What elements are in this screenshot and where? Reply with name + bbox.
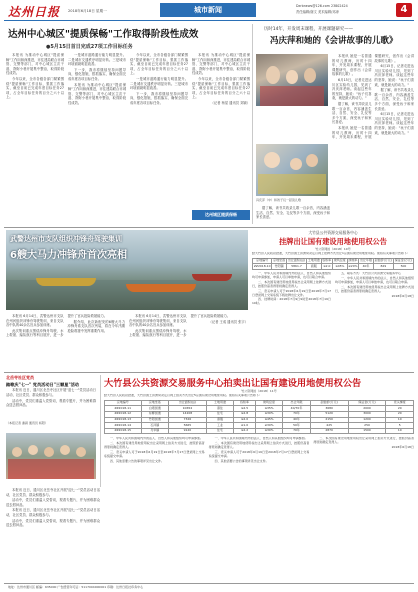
side-kicker: 北岳寺社区党员 [6, 375, 34, 380]
lead-story [6, 26, 250, 222]
table-cell: 70年 [283, 428, 310, 434]
side-paragraph: 活动中，党员们重温入党誓词，观看专题片，并为困难群众送去慰问品。 [6, 498, 100, 507]
feature-paragraph: 6月15日，记者走进达川区实验幼儿园，见到了冯庆萍老师。谈起这些年的坚持，她说："孩子们喜欢，就是最大的动力。" [374, 64, 414, 87]
table-row [105, 428, 414, 434]
table-cell: 3680 [310, 406, 348, 412]
table-header: 建筑密度 [255, 400, 282, 406]
feature-photo [256, 54, 328, 106]
table-cell: 14208 [168, 411, 206, 417]
section-banner [160, 3, 256, 17]
side-body-lower [6, 488, 100, 580]
notice1-item: 一、中华人民共和国境内外的法人、自然人和其他组织均可申请参加，申请人可以单独申请，也可以联合申请。 [335, 275, 414, 284]
notice1-headline: 挂牌出让国有建设用地使用权公告 [279, 237, 387, 246]
lead-byline: （记者 杨星 通讯员 刘颖） [210, 100, 250, 105]
boat-paragraph: 此次集训重点围绕冲锋舟驾驶、水上救援、编队航行等科目展开，进一步提升了官兵抢险救援能力。 [129, 314, 231, 338]
table-row [253, 264, 414, 270]
table-header: 出让年限 [359, 258, 372, 263]
table-cell: 竹阳镇 [272, 264, 287, 270]
boat-body [6, 314, 248, 368]
feature-paragraph: 6月15日，记者走进达川区实验幼儿园，见到了冯庆萍老师。谈起这些年的坚持，她说："孩子们喜欢，就是最大的动力。" [374, 112, 414, 135]
table-cell: 3000 [348, 411, 386, 417]
table-header: 出让面积(㎡) [168, 400, 206, 406]
feature-paragraph: 据了解，该书共收录儿歌一百余首，内容涵盖生活、自然、安全、礼仪等多个方面，深受孩子和家长喜爱。 [256, 206, 330, 220]
table-cell: 40年 [359, 264, 374, 270]
masthead [0, 0, 418, 22]
notice1-item: 二、本次国有建设用地使用权出让采用网上挂牌方式进行，按照价高者得原则确定竞得人。 [335, 284, 414, 293]
notice1-item: 二、本次国有建设用地使用权出让采用网上挂牌方式进行，按照价高者得原则确定竞得人。 [252, 279, 331, 288]
table-header: 建筑密度 [333, 258, 346, 263]
table-cell: 70年 [283, 411, 310, 417]
side-byline: （本报记者 谢颖 通讯员 杨阳） [6, 421, 48, 425]
lead-paragraph: 下一步，我市将继续坚持问题导向，强化措施，狠抓落实，确保全面完成年度各项目标任务。 [68, 67, 126, 81]
table-cell: 2000 [348, 406, 386, 412]
table-cell: 2870 [310, 428, 348, 434]
notice2-item: 二、本次国有建设用地使用权出让采用网上拍卖方式进行，按照价高者得原则确定竞得人。 [313, 437, 414, 445]
lead-paragraph: 下一步，我市将继续坚持问题导向，强化措施，狠抓落实，确保全面完成年度各项目标任务。 [130, 91, 188, 105]
lead-footer-tag-text: 达州城区提质保畅 [205, 212, 237, 217]
table-cell: 829 [373, 264, 393, 270]
section-title: 城市新闻 [194, 6, 222, 14]
table-cell: 商住 [206, 406, 233, 412]
table-header: 宗地编号 [105, 400, 142, 406]
table-cell: ≤2.0 [234, 417, 256, 423]
footer-line: 地址：达州市通川区 邮编：635000 广告经营许可证：5117004000001 印刷：达州日报社印务中心 [8, 585, 144, 589]
table-cell: 月华镇 [141, 428, 168, 434]
feature-paragraph: 本报讯 她是一名普通的幼儿教师，历时十四年，开发周末课程，开展课题研究，创作出《会讲故事的儿歌》。 [332, 54, 414, 140]
notice1-item: 一、中华人民共和国境内外的法人、自然人和其他组织均可申请参加，申请人可以单独申请，也可以联合申请。 [252, 271, 331, 279]
notice2-headline: 大竹县公共资源交易服务中心拍卖出让国有建设用地使用权公告 [104, 378, 362, 389]
table-cell: ZZ2018-15 [105, 428, 142, 434]
page-number-badge [396, 3, 412, 17]
notice1-date: 2018年6月18日 [391, 293, 414, 298]
table-cell: 5 [386, 423, 414, 429]
feature-body-lower [256, 206, 330, 222]
feature-photo-caption: 冯庆萍（中）和孩子们一起读儿歌 [256, 198, 302, 202]
table-cell: 竹阳街道 [141, 417, 168, 423]
table-header: 宗地编号 [253, 258, 272, 264]
side-photo [6, 433, 96, 479]
table-header: 竞买梯度 [386, 400, 414, 406]
table-cell: 商服 [307, 264, 322, 270]
boat-byline: （记者 王成 通讯员 张宇） [208, 319, 248, 324]
notice2-item: 二、本次国有建设用地使用权出让采用网上拍卖方式进行，按照价高者得原则确定竞得人。 [208, 441, 310, 450]
table-cell: 20 [386, 406, 414, 412]
notice2-item: 三、竞买申请人可于2018年6月19日至2018年7月17日登录网上交易系统提交申请。 [104, 450, 205, 458]
boat-paragraph: 据介绍，此次新配发的6艘大马力冲锋舟系支队首次列装，将在今年汛期抢险救援中发挥重要作用。 [67, 319, 125, 333]
table-cell: 5120 [310, 411, 348, 417]
feature-paragraph: 据了解，该书共收录儿歌一百余首，内容涵盖生活、自然、安全、礼仪等多个方面，深受孩子和家长喜爱。 [332, 101, 372, 125]
boat-story [6, 230, 248, 368]
notice1-intro: 经大竹县人民政府批准，大竹县国土资源局决定以网上挂牌方式出让1宗国有建设用地使用权。现将有关事项公告如下： [252, 252, 410, 255]
table-cell: ≥30% [255, 423, 282, 429]
lead-paragraph: 一是城市道路通行能力明显提升。二是城市交通秩序明显好转。三是城市环境面貌明显改善。 [130, 76, 188, 91]
feature-kicker: 历时14年，开发周末课程，开展课题研究—— [264, 27, 354, 32]
table-header: 容积率 [322, 258, 332, 263]
table-cell: 白塔街道 [141, 406, 168, 412]
table-cell: 商服 [206, 417, 233, 423]
notice2-item: 四、其他需要公告的事项详见出让文件。 [110, 458, 165, 463]
table-cell: 2150 [310, 417, 348, 423]
notice2-table [104, 400, 414, 435]
boat-paragraph: 本报讯 6月14日，武警达州市支队在州河组织冲锋舟驾驶集训，来自支队各中队的40余名官兵参加训练。 [129, 314, 187, 328]
table-header: 宗地坐落 [273, 258, 286, 263]
editor-line: 责任编辑/谢文 美术编辑/邓涛 [296, 10, 339, 14]
notice2-intro: 经大竹县人民政府批准，大竹县国土资源局决定以网上拍卖方式出让5宗国有建设用地使用权。现将有关事项公告如下： [104, 394, 262, 397]
feature-photo-2 [256, 144, 328, 196]
table-cell: ZZ2018-11 [105, 406, 142, 412]
table-cell: ≤2.0 [321, 264, 332, 270]
lead-body [6, 53, 250, 203]
table-cell: 石河镇 [141, 423, 168, 429]
table-cell: 10 [386, 417, 414, 423]
table-cell: ≤2.2 [234, 428, 256, 434]
notice2-date: 2018年6月18日 [391, 445, 414, 450]
feature-paragraph: 6月15日，记者走进达川区实验幼儿园，见到了冯庆萍老师。谈起这些年的坚持，她说："孩子们喜欢，就是最大的动力。" [332, 77, 372, 101]
notice1-items [252, 272, 414, 348]
table-cell: 1200 [348, 417, 386, 423]
side-body [6, 388, 96, 422]
table-cell: 住宅 [206, 411, 233, 417]
table-header: 容积率 [234, 400, 256, 406]
table-cell: 东柳街道 [141, 411, 168, 417]
table-cell: ≤2.5 [234, 406, 256, 412]
logo: 达州日报 [8, 5, 61, 19]
right-feature [256, 24, 414, 224]
notice2-item: 二、本次国有建设用地使用权出让采用网上拍卖方式进行，按照价高者得原则确定竞得人。 [104, 441, 205, 450]
table-header: 保证金(万元) [348, 400, 386, 406]
table-cell: ≥20% [348, 263, 358, 268]
table-header: 出让年限 [283, 400, 310, 406]
notice2-items [104, 437, 414, 509]
table-cell: ZZ2018-13 [105, 417, 142, 423]
lead-paragraph: 本报讯 为推动中心城区"提质保畅"工作向纵深推进，市住建局联合市城管、交警等部门，对中心城区主次干道、背街小巷开展集中整治，取得阶段性成效。 [6, 53, 64, 76]
table-cell: 住宅 [206, 428, 233, 434]
lead-paragraph: 本报讯 为推动中心城区"提质保畅"工作向纵深推进，市住建局联合市城管、交警等部门，对中心城区主次干道、背街小巷开展集中整治，取得阶段性成效。 [192, 53, 250, 76]
table-cell: 5861.7 [286, 264, 306, 270]
notice2-item: 三、竞买申请人可于2018年6月19日至2018年7月17日登录网上交易系统提交申请。 [208, 450, 310, 458]
side-headline: 踏歌庆"七一" 党员活动日"三颗星"活动 [6, 382, 79, 387]
table-cell: 9120 [168, 428, 206, 434]
lead-paragraph: 今年以来，全市各级各部门紧紧围绕"提质保畅"工作目标，狠抓工作落实，截至目前已完成年度目标任务27项，占全年目标任务的百分之六十以上。 [130, 53, 188, 76]
notice2-sub: 竹公资网拍（2018）11号 [241, 389, 277, 393]
notice1-sub: 竹公资网拍（2018）10号 [315, 247, 351, 251]
lead-paragraph: 今年以来，全市各级各部门紧紧围绕"提质保畅"工作目标，狠抓工作落实，截至目前已完成年度目标任务27项，占全年目标任务的百分之六十以上。 [192, 76, 250, 100]
notice-1 [252, 230, 414, 370]
table-cell: 5665 [168, 423, 206, 429]
side-paragraph: 本报讯 近日，通川区北岳寺社区开展"迎七一"党员活动日活动，社区党员、群众积极参与。 [6, 508, 100, 517]
feature-paragraph: 据了解，该书共收录儿歌一百余首，内容涵盖生活、自然、安全、礼仪等多个方面，深受孩子和家长喜爱。 [374, 88, 414, 111]
feature-body [332, 54, 414, 222]
notice1-kicker: 大竹县公共资源交易服务中心 [308, 230, 358, 235]
lead-paragraph: 一是城市道路通行能力明显提升。二是城市交通秩序明显好转。三是城市环境面貌明显改善。 [68, 53, 126, 67]
table-cell: ≤30% [255, 428, 282, 434]
notice1-table [252, 258, 414, 270]
lead-footer-tag [192, 210, 250, 220]
table-header: 保证金(万元) [394, 258, 413, 263]
table-cell: ZZ2018-12 [105, 411, 142, 417]
table-cell: ZZ2018-14 [105, 423, 142, 429]
boat-subtitle: 6艘大马力冲锋舟首次亮相 [10, 250, 127, 261]
lead-subhead: ●5月15日首日完成27项工作目标任务 [46, 44, 133, 50]
table-cell: ≤45% [255, 417, 282, 423]
notice1-item: 四、挂牌时间：2018年7月9日9时至2018年7月19日10时。 [252, 297, 331, 306]
table-header: 出让面积(㎡) [287, 258, 306, 263]
table-cell: 250 [348, 423, 386, 429]
table-cell: ZZ2018-10 [253, 263, 271, 268]
table-cell: 50年 [283, 423, 310, 429]
table-cell: 40/70年 [283, 406, 310, 412]
contact-line: Dzrbnews@126.com 23802424 [296, 4, 348, 8]
table-cell: 1500 [348, 428, 386, 434]
table-header: 土地用途 [307, 258, 320, 263]
boat-title: 武警达州市支队组织冲锋舟驾驶集训 [10, 235, 122, 243]
table-cell: 10654 [168, 406, 206, 412]
notice1-item: 三、竞买申请人可于2018年6月19日至2018年7月17日登录网上交易系统下载挂牌出让文件。 [252, 288, 331, 297]
table-header: 起始价(万元) [310, 400, 348, 406]
side-paragraph: 本报讯 近日，通川区北岳寺社区开展"迎七一"党员活动日活动，社区党员、群众积极参与。 [6, 388, 96, 397]
notice2-item: 一、中华人民共和国境内外的法人、自然人和其他组织均可申请参加。 [214, 437, 308, 441]
notice1-item: 五、联系方式：大竹县公共资源交易服务中心 [341, 271, 402, 275]
feature-paragraph: 本报讯 她是一名普通的幼儿教师，历时十四年，开发周末课程，开展课题研究，创作出《会讲故事的儿歌》。 [332, 54, 372, 77]
table-header: 宗地坐落 [141, 400, 168, 406]
table-cell: 40年 [283, 417, 310, 423]
boat-paragraph: 此次集训重点围绕冲锋舟驾驶、水上救援、编队航行等科目展开，进一步提升了官兵抢险救援能力。 [6, 314, 108, 338]
lead-headline: 达州中心城区"提质保畅"工作取得阶段性成效 [8, 29, 199, 40]
feature-headline: 冯庆萍和她的《会讲故事的儿歌》 [270, 36, 398, 46]
side-story [6, 375, 96, 485]
table-cell: 10 [386, 428, 414, 434]
date-line: 2018年6月18日 星期一 [68, 9, 107, 13]
side-paragraph: 活动中，党员们重温入党誓词，观看专题片，并为困难群众送去慰问品。 [6, 518, 100, 528]
table-cell: ≤30% [255, 411, 282, 417]
side-paragraph: 活动中，党员们重温入党誓词，观看专题片，并为困难群众送去慰问品。 [6, 398, 96, 408]
table-header: 绿地率 [348, 258, 358, 263]
table-cell: 工业 [206, 423, 233, 429]
table-cell: ≤35% [255, 406, 282, 412]
lead-paragraph: 本报讯 为推动中心城区"提质保畅"工作向纵深推进，市住建局联合市城管、交警等部门，对中心城区主次干道、背街小巷开展集中整治，取得阶段性成效。 [68, 82, 126, 105]
table-cell: 500 [393, 264, 413, 270]
side-paragraph: 本报讯 近日，通川区北岳寺社区开展"迎七一"党员活动日活动，社区党员、群众积极参与。 [6, 488, 100, 497]
table-cell: 7326 [168, 417, 206, 423]
table-cell: 425 [310, 423, 348, 429]
table-header: 起始价(万元) [374, 258, 392, 263]
boat-paragraph: 本报讯 6月14日，武警达州市支队在州河组织冲锋舟驾驶集训，来自支队各中队的40余名官兵参加训练。 [6, 314, 64, 328]
lead-paragraph: 今年以来，全市各级各部门紧紧围绕"提质保畅"工作目标，狠抓工作落实，截至目前已完成年度目标任务27项，占全年目标任务的百分之六十以上。 [6, 76, 64, 100]
page-number: 4 [400, 4, 408, 15]
table-header: 土地用途 [206, 400, 233, 406]
notice-2 [104, 375, 414, 581]
table-cell: ≤45% [333, 264, 348, 270]
table-cell: 20 [386, 411, 414, 417]
notice2-item: 一、中华人民共和国境内外的法人、自然人和其他组织均可申请参加。 [110, 437, 204, 441]
notice2-item: 四、其他需要公告的事项详见出让文件。 [214, 458, 269, 463]
table-cell: ≤2.8 [234, 411, 256, 417]
table-cell: ≥1.0 [234, 423, 256, 429]
